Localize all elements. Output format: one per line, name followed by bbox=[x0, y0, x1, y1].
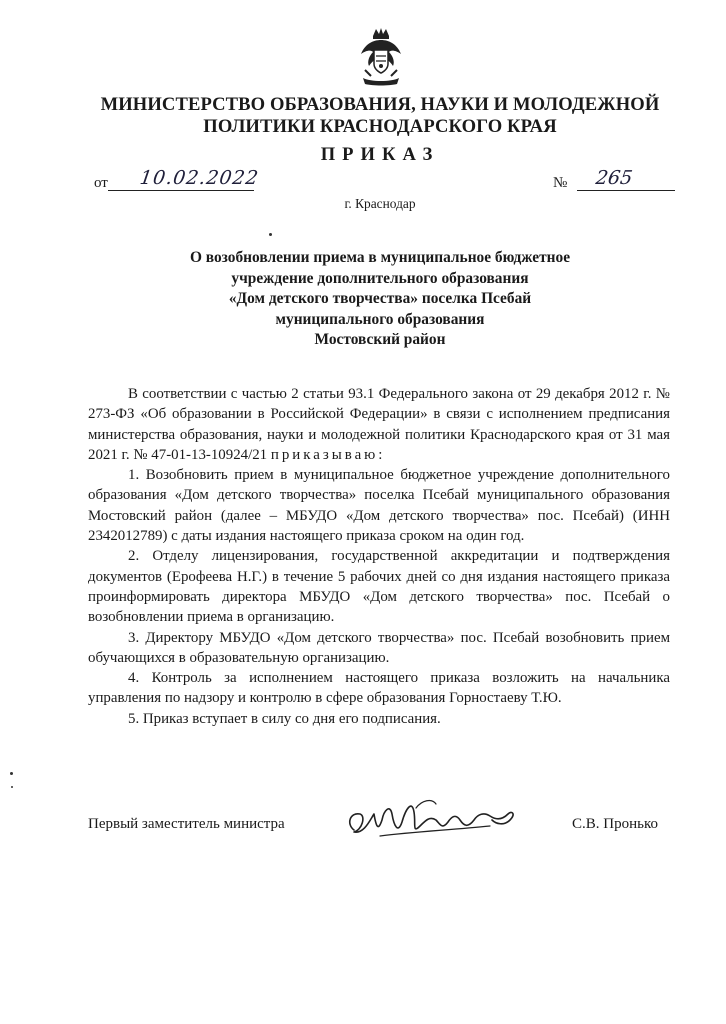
ministry-name bbox=[40, 94, 720, 138]
order-item-3: 3. Директору МБУДО «Дом детского творчества» пос. Псебай возобновить прием обучающихся в образовательную организацию. bbox=[88, 629, 670, 666]
order-item-5: 5. Приказ вступает в силу со дня его подписания. bbox=[128, 710, 441, 727]
number-label: № bbox=[553, 175, 568, 191]
orders-word: приказываю: bbox=[270, 446, 386, 463]
intro-text: В соответствии с частью 2 статьи 93.1 Федерального закона от 29 декабря 2012 г. № 273-ФЗ «Об образовании в Российской Федерации» в связи с исполнением предписания министерства образования, науки и молодежной политики Краснодарского края от 31 мая 2021 г. № 47-01-13-10924/21 bbox=[88, 386, 670, 463]
ministry-name-line2: ПОЛИТИКИ КРАСНОДАРСКОГО КРАЯ bbox=[203, 116, 557, 137]
city: г. Краснодар bbox=[344, 196, 416, 211]
order-title-line: Мостовский район bbox=[314, 331, 446, 349]
handwritten-number: 265 bbox=[594, 167, 634, 189]
signer-name: С.В. Пронько bbox=[572, 816, 658, 832]
order-item-1: 1. Возобновить прием в муниципальное бюджетное учреждение дополнительного образования «Дом детского творчества» поселка Псебай муниципального образования Мостовский район (далее – МБУДО «Дом детского творчества» пос. Псебай) (ИНН 2342012789) с даты издания настоящего приказа сроком на один год. bbox=[88, 467, 670, 545]
order-item-2: 2. Отделу лицензирования, государственной аккредитации и подтверждения документов (Ерофеева Н.Г.) в течение 5 рабочих дней со дня издания настоящего приказа проинформировать директора МБУДО «Дом детского творчества» пос. Псебай о возобновлении приема в организацию. bbox=[88, 548, 670, 626]
ministry-name-line1: МИНИСТЕРСТВО ОБРАЗОВАНИЯ, НАУКИ И МОЛОДЕЖНОЙ bbox=[100, 94, 660, 115]
order-body bbox=[88, 384, 670, 729]
intro-paragraph bbox=[88, 384, 670, 465]
handwritten-date: 10.02.2022 bbox=[138, 167, 261, 189]
order-title-line: «Дом детского творчества» поселка Псебай bbox=[228, 290, 532, 308]
signer-position: Первый заместитель министра bbox=[88, 816, 285, 832]
order-title-line: О возобновлении приема в муниципальное бюджетное bbox=[189, 249, 571, 266]
scan-speck bbox=[11, 786, 13, 788]
date-label: от bbox=[94, 175, 108, 191]
order-title-line: учреждение дополнительного образования bbox=[231, 269, 529, 287]
order-title-line: муниципального образования bbox=[275, 310, 485, 328]
order-title bbox=[40, 248, 720, 351]
scan-speck bbox=[269, 233, 272, 236]
document-type: ПРИКАЗ bbox=[320, 144, 440, 165]
coat-of-arms-icon bbox=[355, 26, 407, 86]
order-item-4: 4. Контроль за исполнением настоящего приказа возложить на начальника управления по надзору и контролю в сфере образования Горностаеву Т.Ю. bbox=[88, 670, 670, 707]
scan-speck bbox=[10, 772, 13, 775]
handwritten-signature bbox=[340, 790, 530, 850]
